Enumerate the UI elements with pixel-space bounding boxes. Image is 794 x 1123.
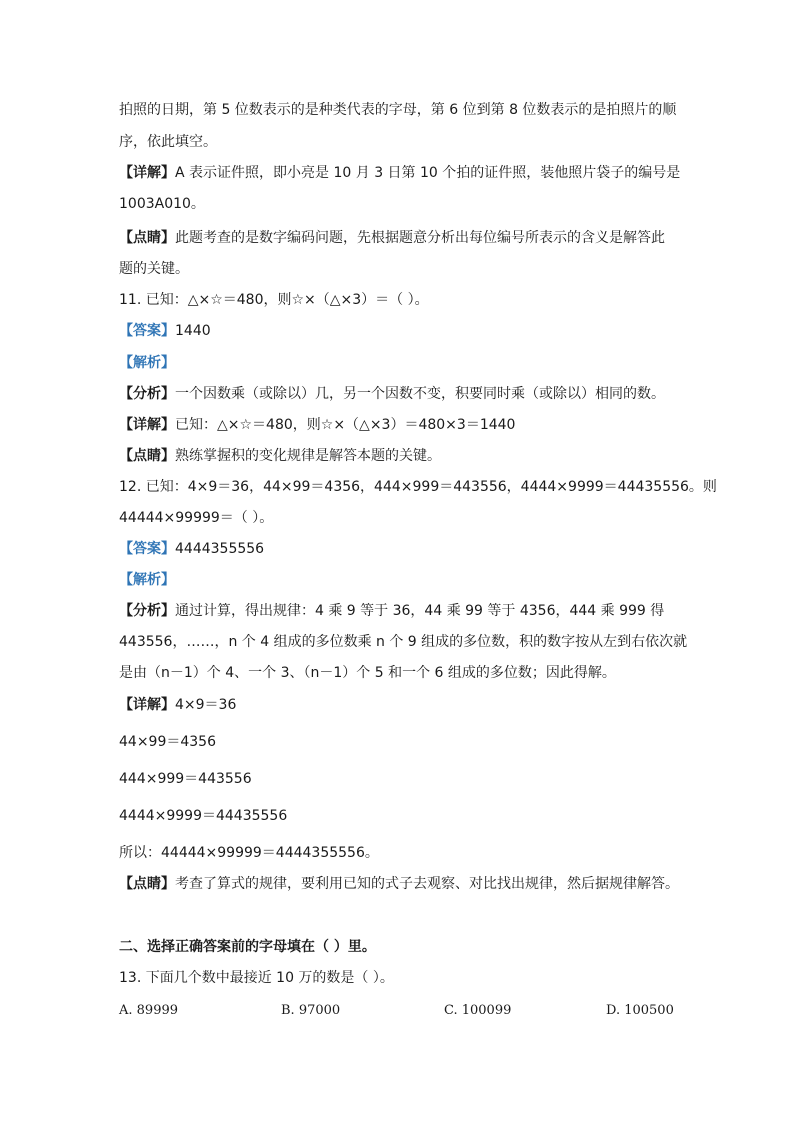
option-d: D. 100500 bbox=[606, 1003, 674, 1018]
xiangjie-text: 已知：△×☆＝480，则☆×（△×3）＝480×3＝1440 bbox=[175, 417, 516, 433]
comment-tag: 【点睛】 bbox=[119, 230, 175, 246]
option-c: C. 100099 bbox=[444, 1003, 512, 1018]
answer-tag: 【答案】 bbox=[119, 323, 175, 339]
q12-xiangjie-line bbox=[119, 695, 236, 715]
paragraph-line: 拍照的日期，第 5 位数表示的是种类代表的字母，第 6 位到第 8 位数表示的是拍照片的顺 bbox=[119, 102, 677, 118]
q11-xiangjie-line bbox=[119, 415, 515, 435]
xiangjie-tag: 【详解】 bbox=[119, 697, 175, 713]
xiangjie-text: 4×9＝36 bbox=[175, 697, 237, 713]
analysis-tag: 【解析】 bbox=[119, 572, 175, 588]
xiangjie-tag: 【详解】 bbox=[119, 417, 175, 433]
dianjing-text: 熟练掌握积的变化规律是解答本题的关键。 bbox=[175, 448, 441, 464]
conclusion-line: 所以：44444×99999＝4444355556。 bbox=[119, 845, 379, 861]
fenxi-text: 通过计算，得出规律：4 乘 9 等于 36，44 乘 99 等于 4356，444 乘 999 得 bbox=[175, 603, 665, 619]
dianjing-text: 考查了算式的规律，要利用已知的式子去观察、对比找出规律，然后据规律解答。 bbox=[175, 876, 679, 892]
paragraph-line: 题的关键。 bbox=[119, 261, 189, 277]
dianjing-tag: 【点睛】 bbox=[119, 448, 175, 464]
q11-answer-line bbox=[119, 321, 211, 341]
equation-line: 444×999＝443556 bbox=[119, 771, 252, 787]
option-b: B. 97000 bbox=[281, 1003, 341, 1018]
question-13: 13. 下面几个数中最接近 10 万的数是（ ）。 bbox=[119, 970, 394, 986]
analysis-tag: 【解析】 bbox=[119, 355, 175, 371]
question-11: 11. 已知：△×☆＝480，则☆×（△×3）＝（ ）。 bbox=[119, 292, 429, 308]
detail-tag: 【详解】 bbox=[119, 165, 175, 181]
detail-line bbox=[119, 163, 680, 183]
dianjing-tag: 【点睛】 bbox=[119, 876, 175, 892]
comment-text: 此题考查的是数字编码问题，先根据题意分析出每位编号所表示的含义是解答此 bbox=[175, 230, 665, 246]
comment-line bbox=[119, 228, 665, 248]
section-heading: 二、选择正确答案前的字母填在（ ）里。 bbox=[119, 939, 376, 955]
q11-dianjing-line bbox=[119, 446, 441, 466]
option-a: A. 89999 bbox=[119, 1003, 179, 1018]
fenxi-tag: 【分析】 bbox=[119, 386, 175, 402]
fenxi-text: 一个因数乘（或除以）几，另一个因数不变，积要同时乘（或除以）相同的数。 bbox=[175, 386, 665, 402]
question-12-cont: 44444×99999＝（ ）。 bbox=[119, 510, 274, 526]
q12-dianjing-line bbox=[119, 874, 679, 894]
answer-tag: 【答案】 bbox=[119, 541, 175, 557]
paragraph-line: 1003A010。 bbox=[119, 196, 205, 212]
q12-analysis-line bbox=[119, 570, 175, 590]
equation-line: 44×99＝4356 bbox=[119, 734, 216, 750]
question-12: 12. 已知：4×9＝36，44×99＝4356，444×999＝443556，4444×9999＝44435556。则 bbox=[119, 479, 717, 495]
q12-fenxi-line-3: 是由（n－1）个 4、一个 3、（n－1）个 5 和一个 6 组成的多位数；因此得解。 bbox=[119, 665, 616, 681]
q12-fenxi-line bbox=[119, 601, 664, 621]
detail-text: A 表示证件照，即小亮是 10 月 3 日第 10 个拍的证件照，装他照片袋子的编号是 bbox=[175, 165, 681, 181]
paragraph-line: 序，依此填空。 bbox=[119, 134, 217, 150]
q12-fenxi-line-2: 443556，……，n 个 4 组成的多位数乘 n 个 9 组成的多位数，积的数字按从左到右依次就 bbox=[119, 634, 688, 650]
answer-value: 1440 bbox=[175, 323, 211, 339]
q11-analysis-line bbox=[119, 353, 175, 373]
fenxi-tag: 【分析】 bbox=[119, 603, 175, 619]
answer-value: 4444355556 bbox=[175, 541, 265, 557]
q12-answer-line bbox=[119, 539, 264, 559]
equation-line: 4444×9999＝44435556 bbox=[119, 808, 288, 824]
q11-fenxi-line bbox=[119, 384, 665, 404]
